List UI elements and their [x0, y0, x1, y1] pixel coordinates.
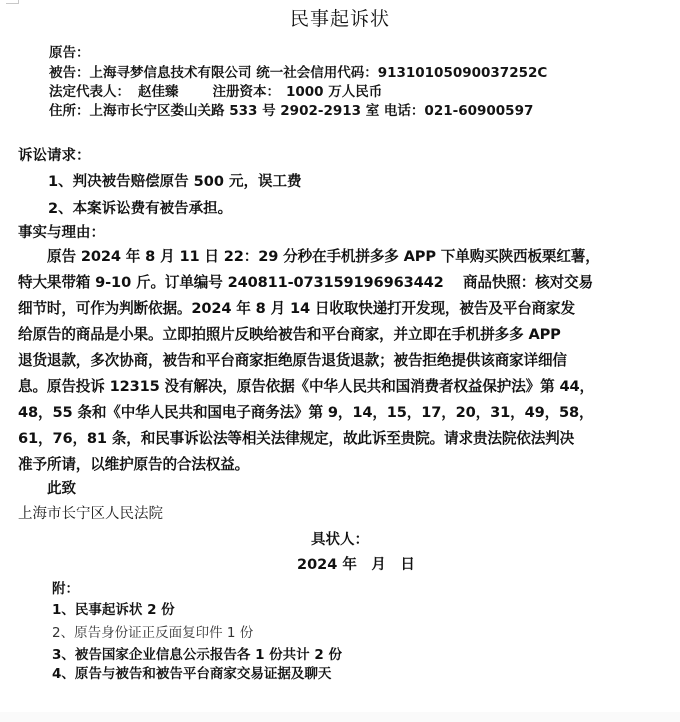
- facts-paragraph-line: 原告 2024 年 8 月 11 日 22：29 分秒在手机拼多多 APP 下单购买陕西板栗红薯，: [47, 248, 600, 265]
- facts-paragraph-line: 特大果带箱 9-10 斤。订单编号 240811-073159196963442 商品快照：核对交易: [18, 274, 593, 291]
- registered-capital-label: 注册资本：: [212, 84, 280, 100]
- facts-paragraph-line: 给原告的商品是小果。立即拍照片反映给被告和平台商家，并立即在手机拼多多 APP: [18, 326, 561, 343]
- legal-rep-name: 赵佳臻: [138, 84, 179, 100]
- facts-paragraph-line: 退货退款，多次协商，被告和平台商家拒绝原告退货退款；被告拒绝提供该商家详细信: [18, 352, 567, 369]
- plaintiff-label: 原告：: [49, 45, 90, 61]
- salutation: 此致: [47, 481, 76, 497]
- claim-item: 1、判决被告赔偿原告 500 元，误工费: [48, 174, 302, 190]
- court-name: 上海市长宁区人民法院: [18, 506, 163, 522]
- facts-paragraph-line: 准予所请，以维护原告的合法权益。: [18, 456, 250, 473]
- page-bottom-band: [0, 712, 680, 722]
- attachment-item: 1、民事起诉状 2 份: [52, 602, 175, 618]
- attachment-item: 3、被告国家企业信息公示报告各 1 份共计 2 份: [52, 647, 342, 663]
- facts-heading: 事实与理由：: [18, 225, 105, 241]
- document-title: 民事起诉状: [289, 8, 390, 30]
- page-corner-mark: [6, 0, 19, 4]
- facts-paragraph-line: 48，55 条和《中华人民共和国电子商务法》第 9，14，15，17，20，31，49，58，: [18, 404, 594, 421]
- facts-paragraph-line: 息。原告投诉 12315 没有解决，原告依据《中华人民共和国消费者权益保护法》第 44，: [18, 378, 594, 395]
- signer-label: 具状人：: [311, 532, 369, 548]
- attachments-heading: 附：: [52, 581, 79, 597]
- legal-representative-line: [49, 86, 382, 100]
- attachment-item: 2、原告身份证正反面复印件 1 份: [52, 625, 254, 641]
- attachment-item: 4、原告与被告和被告平台商家交易证据及聊天: [52, 666, 332, 682]
- registered-capital-value: 1000 万人民币: [286, 84, 383, 100]
- address-line: 住所：上海市长宁区娄山关路 533 号 2902-2913 室 电话：021-60900597: [49, 103, 534, 119]
- claims-heading: 诉讼请求：: [18, 148, 91, 164]
- legal-rep-label: 法定代表人：: [49, 84, 130, 100]
- claim-item: 2、本案诉讼费有被告承担。: [48, 201, 233, 217]
- facts-paragraph-line: 细节时，可作为判断依据。2024 年 8 月 14 日收取快递打开发现，被告及平台商家发: [18, 300, 575, 317]
- facts-paragraph-line: 61，76，81 条，和民事诉讼法等相关法律规定，故此诉至贵院。请求贵法院依法判决: [18, 430, 575, 447]
- defendant-line: 被告：上海寻梦信息技术有限公司 统一社会信用代码：91310105090037252C: [49, 65, 548, 81]
- signature-date: 2024 年 月 日: [297, 557, 415, 573]
